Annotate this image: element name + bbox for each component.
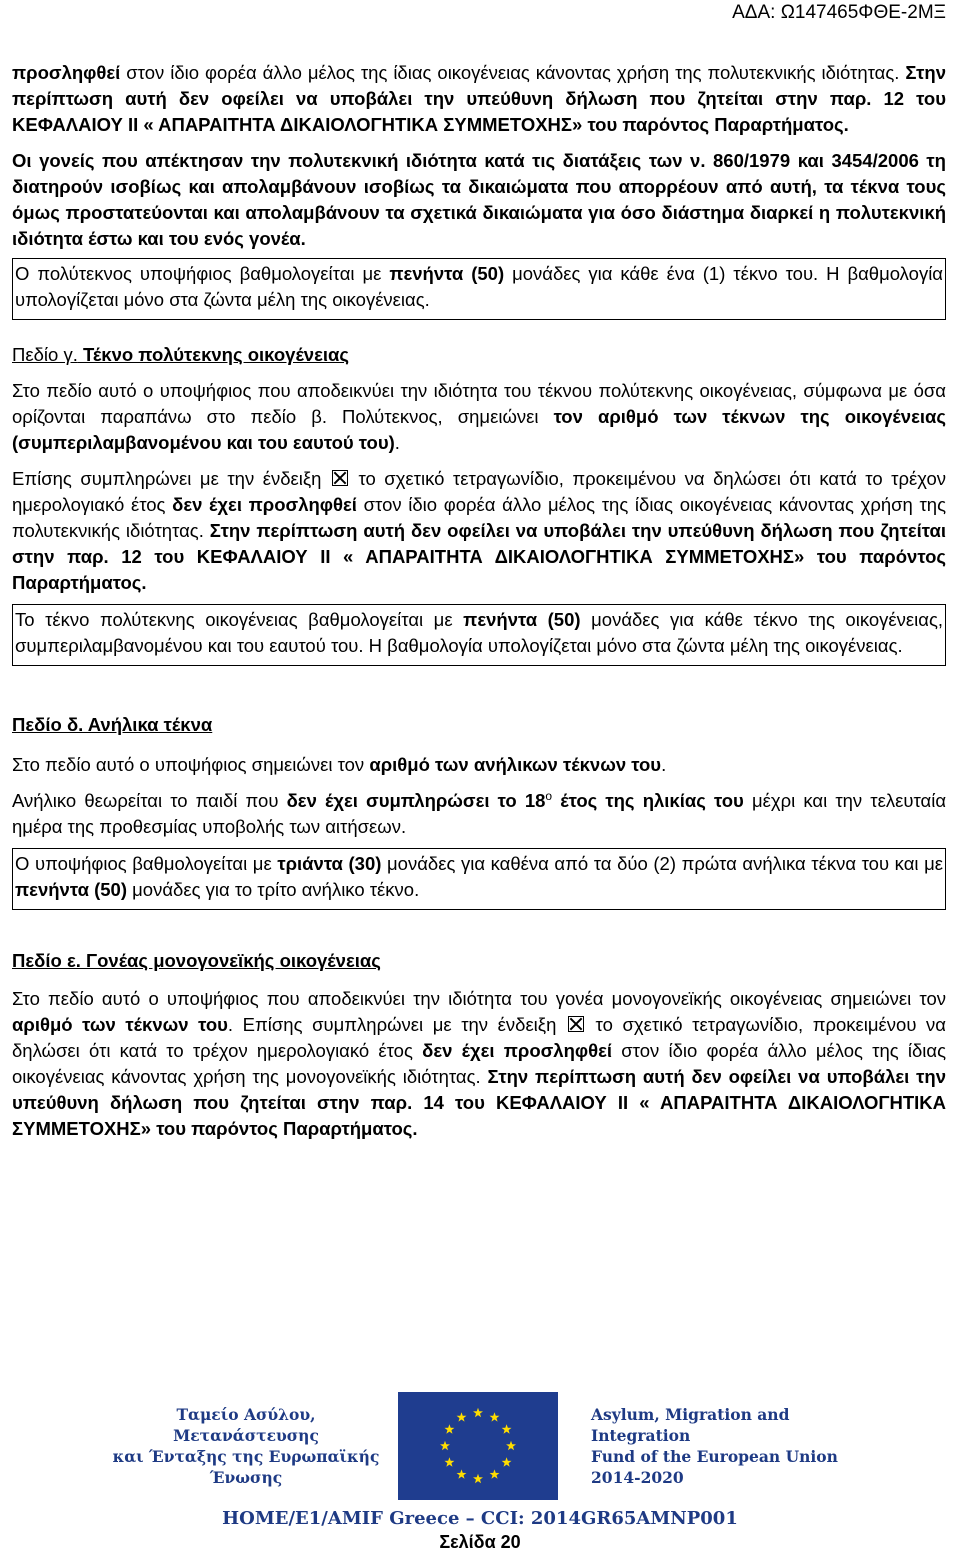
eu-star-icon [444,1457,454,1466]
paragraph-e-1: Στο πεδίο αυτό ο υποψήφιος που αποδεικνύει την ιδιότητα του γονέα μονογονεϊκής οικογένειας σημειώνει τον αριθμό των τέκνων του. Επίσης συμπληρώνει με την ένδειξη το σχετικό τετραγωνίδιο, προκειμένου να δηλώσει ότι κατά το τρέχον ημερολογιακό έτος δεν έχει προσληφθεί στον ίδιο φορέα άλλο μέλος της ίδιας οικογένειας κάνοντας χρήση της μονογονεϊκής ιδιότητας. Στην περίπτωση αυτή δεν οφείλει να υποβάλει την υπεύθυνη δήλωση που ζητείται στην παρ. 14 του ΚΕΦΑΛΑΙΟΥ ΙΙ « ΑΠΑΡΑΙΤΗΤΑ ΔΙΚΑΙΟΛΟΓΗΤΙΚΑ ΣΥΜΜΕΤΟΧΗΣ» του παρόντος Παραρτήματος. [12,988,947,1139]
eu-star-icon [473,1408,483,1417]
paragraph-d-1: Στο πεδίο αυτό ο υποψήφιος σημειώνει τον αριθμό των ανήλικων τέκνων του. [12,754,667,775]
paragraph-d-2: Ανήλικο θεωρείται το παιδί που δεν έχει συμπληρώσει το $18^o$ έτος της ηλικίας του μέχρι και την τελευταία ημέρα της προθεσμίας υποβολής των αιτήσεων. [12,788,947,837]
document-body [12,60,946,1142]
footer-fund-english: Asylum, Migration and Integration Fund of the European Union 2014-2020 [591,1405,838,1487]
eu-star-icon [490,1412,500,1421]
footer-fund-greek: Ταμείο Ασύλου, Μετανάστευσης και Ένταξης της Ευρωπαϊκής Ένωσης [112,1405,380,1487]
paragraph-top-2: Οι γονείς που απέκτησαν την πολυτεκνική ιδιότητα κατά τις διατάξεις των ν. 860/1979 και 3454/2006 τη διατηρούν ισοβίως και απολαμβάνουν ισοβίως τα δικαιώματα που απορρέουν από αυτή, τα τέκνα τους όμως προστατεύονται και απολαμβάνουν τα σχετικά δικαιώματα για όσο διάστημα διαρκεί η πολυτεκνική ιδιότητα έστω και του ενός γονέα. [12,150,946,249]
eu-star-icon [473,1474,483,1483]
page-footer [0,1392,960,1555]
section-d-title: Πεδίο δ. Ανήλικα τέκνα [12,714,213,735]
eu-star-icon [457,1412,467,1421]
eu-star-icon [457,1469,467,1478]
scoring-box-2 [12,604,946,666]
section-g-title: Πεδίο γ. Τέκνο πολύτεκνης οικογένειας [12,344,350,365]
scoring-text-2: Το τέκνο πολύτεκνης οικογένειας βαθμολογείται με πενήντα (50) μονάδες για κάθε τέκνο της οικογένειας, συμπεριλαμβανομένου και του εαυτού του. Η βαθμολογία υπολογίζεται μόνο στα ζώντα μέλη της οικογένειας. [15,609,944,656]
page-number: Σελίδα 20 [439,1532,521,1552]
eu-star-icon [440,1441,450,1450]
program-code: HOME/E1/AMIF Greece – CCI: 2014GR65AMNP001 [222,1508,738,1529]
eu-star-icon [502,1457,512,1466]
section-e-title: Πεδίο ε. Γονέας μονογονεϊκής οικογένειας [12,950,381,971]
paragraph-g-1: Στο πεδίο αυτό ο υποψήφιος που αποδεικνύει την ιδιότητα του τέκνου πολύτεκνης οικογένειας, σύμφωνα με όσα ορίζονται παραπάνω στο πεδίο β. Πολύτεκνος, σημειώνει τον αριθμό των τέκνων της οικογένειας (συμπεριλαμβανομένου και του εαυτού του). [12,380,946,453]
eu-star-icon [490,1469,500,1478]
scoring-text-3: Ο υποψήφιος βαθμολογείται με τριάντα (30) μονάδες για καθένα από τα δύο (2) πρώτα ανήλικα τέκνα του και με πενήντα (50) μονάδες για το τρίτο ανήλικο τέκνο. [15,853,943,900]
checked-box-icon [332,470,348,486]
eu-star-icon [502,1424,512,1433]
scoring-text-1: Ο πολύτεκνος υποψήφιος βαθμολογείται με πενήντα (50) μονάδες για κάθε ένα (1) τέκνο του. Η βαθμολογία υπολογίζεται μόνο στα ζώντα μέλη της οικογένειας. [15,263,943,310]
checked-box-icon [568,1016,584,1032]
paragraph-g-2: Επίσης συμπληρώνει με την ένδειξη το σχετικό τετραγωνίδιο, προκειμένου να δηλώσει ότι κατά το τρέχον ημερολογιακό έτος δεν έχει προσληφθεί στον ίδιο φορέα άλλο μέλος της ίδιας οικογένειας κάνοντας χρήση της πολυτεκνικής ιδιότητας. Στην περίπτωση αυτή δεν οφείλει να υποβάλει την υπεύθυνη δήλωση που ζητείται στην παρ. 12 του ΚΕΦΑΛΑΙΟΥ ΙΙ « ΑΠΑΡΑΙΤΗΤΑ ΔΙΚΑΙΟΛΟΓΗΤΙΚΑ ΣΥΜΜΕΤΟΧΗΣ» του παρόντος Παραρτήματος. [12,468,947,593]
scoring-box-3 [12,848,946,910]
scoring-box-1 [12,258,946,320]
eu-star-icon [506,1441,516,1450]
eu-flag-icon [398,1392,558,1500]
eu-star-icon [444,1424,454,1433]
ada-code: ΑΔΑ: Ω147465ΦΘΕ-2ΜΞ [732,2,946,23]
paragraph-top-1: προσληφθεί στον ίδιο φορέα άλλο μέλος της ίδιας οικογένειας κάνοντας χρήση της πολυτεκνικής ιδιότητας. Στην περίπτωση αυτή δεν οφείλει να υποβάλει την υπεύθυνη δήλωση που ζητείται στην παρ. 12 του ΚΕΦΑΛΑΙΟΥ ΙΙ « ΑΠΑΡΑΙΤΗΤΑ ΔΙΚΑΙΟΛΟΓΗΤΙΚΑ ΣΥΜΜΕΤΟΧΗΣ» του παρόντος Παραρτήματος. [12,62,946,135]
